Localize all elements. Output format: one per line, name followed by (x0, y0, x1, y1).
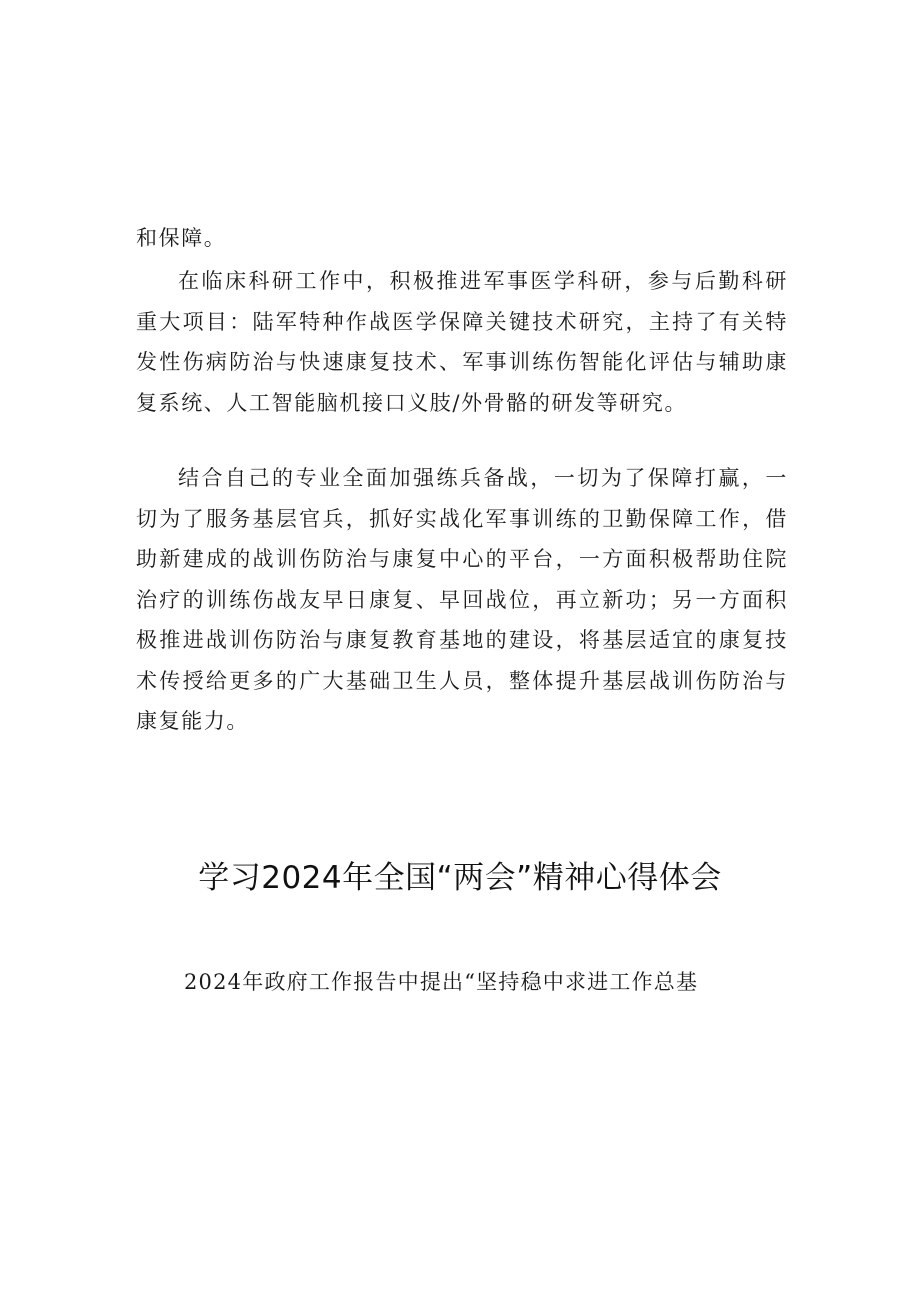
paragraph-training: 结合自己的专业全面加强练兵备战，一切为了保障打赢，一切为了服务基层官兵，抓好实战化军事训练的卫勤保障工作，借助新建成的战训伤防治与康复中心的平台，一方面积极帮助住院治疗的训练伤战友早日康复、早回战位，再立新功；另一方面积极推进战训伤防治与康复教育基地的建设，将基层适宜的康复技术传授给更多的广大基础卫生人员，整体提升基层战训伤防治与康复能力。 (136, 466, 788, 733)
continuation-text: 和保障。 (136, 226, 227, 250)
paragraph-research: 在临床科研工作中，积极推进军事医学科研，参与后勤科研重大项目：陆军特种作战医学保障关键技术研究，主持了有关特发性伤病防治与快速康复技术、军事训练伤智能化评估与辅助康复系统、人工智能脑机接口义肢/外骨骼的研发等研究。 (136, 269, 788, 415)
lead-paragraph: 2024年政府工作报告中提出“坚持稳中求进工作总基 (184, 970, 699, 994)
section-heading: 学习2024年全国“两会”精神心得体会 (198, 860, 722, 896)
